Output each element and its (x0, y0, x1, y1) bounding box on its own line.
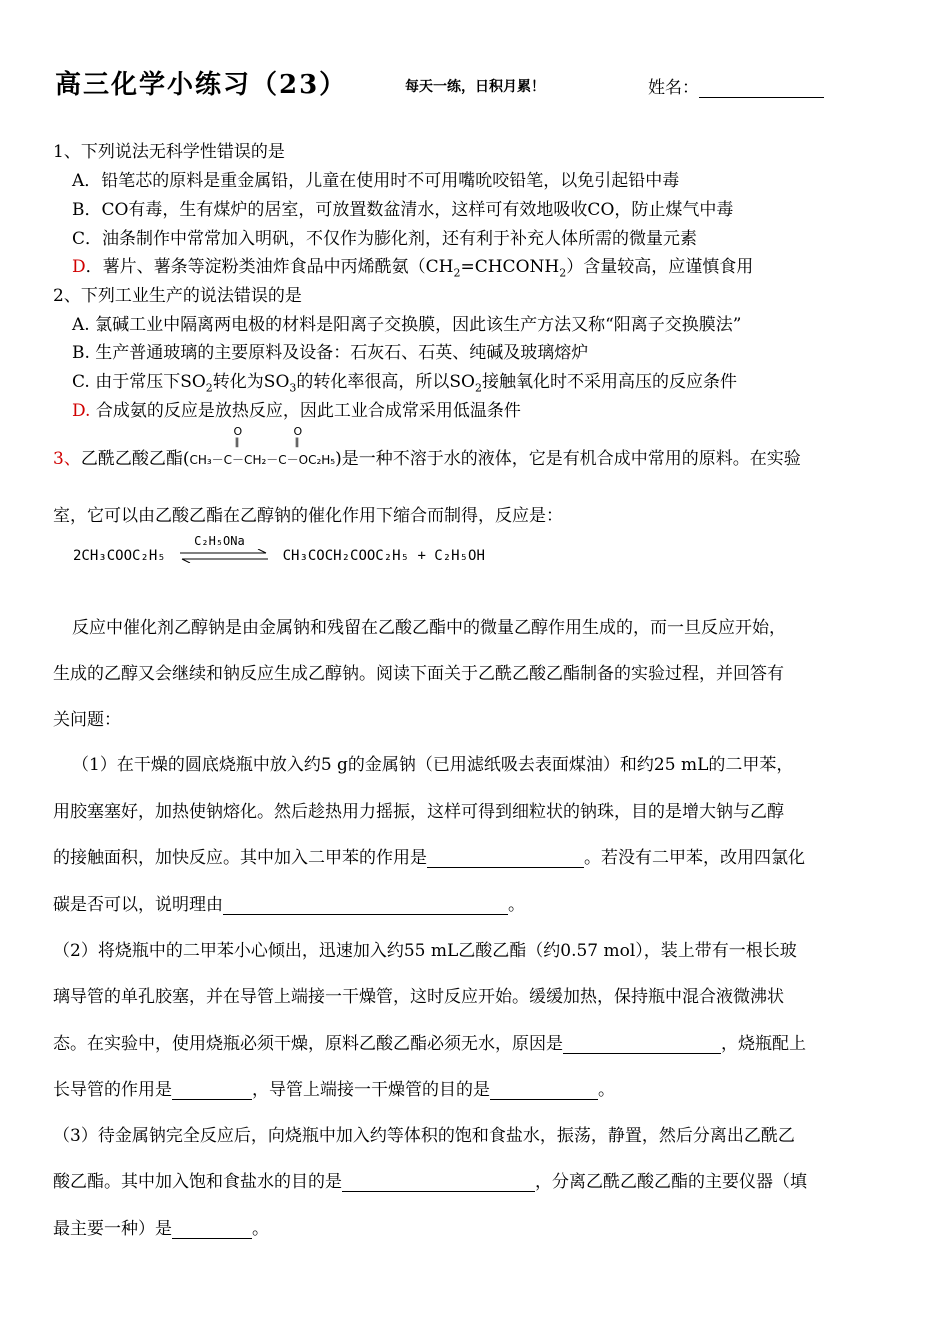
q3-s2-text: ，烧瓶配上 (721, 1034, 806, 1054)
formula-text: CH₃－C－CH₂－C－OC₂H₅ (189, 453, 336, 467)
q2-c-text: C. 由于常压下SO (72, 372, 206, 392)
q3-intro (53, 425, 801, 469)
q2-c-text: 的转化率很高，所以SO (296, 372, 475, 392)
reaction-equation (73, 534, 485, 564)
equation-product: CH₃COCH₂COOC₂H₅ + C₂H₅OH (282, 548, 485, 564)
carbonyl-o-1: O (233, 425, 243, 438)
q3-s2-text: 长导管的作用是 (53, 1080, 172, 1100)
q3-s1-line1: （1）在干燥的圆底烧瓶中放入约5 g的金属钠（已用滤纸吸去表面煤油）和约25 mL的二甲苯， (72, 755, 794, 775)
q3-line2: 室，它可以由乙酸乙酯在乙醇钠的催化作用下缩合而制得，反应是： (53, 506, 563, 526)
q1-d-text: ．薯片、薯条等淀粉类油炸食品中丙烯酰氨（CH (85, 257, 454, 277)
q3-s1-text: 的接触面积，加快反应。其中加入二甲苯的作用是 (53, 848, 427, 868)
q3-s2-line1: （2）将烧瓶中的二甲苯小心倾出，迅速加入约55 mL乙酸乙酯（约0.57 mol），装上带有一根长玻 (53, 941, 797, 961)
q2-d-text: 合成氨的反应是放热反应，因此工业合成常采用低温条件 (90, 401, 521, 421)
q3-s3-text: 酸乙酯。其中加入饱和食盐水的目的是 (53, 1172, 342, 1192)
q3-s1-text: 。 (508, 895, 525, 915)
q1-answer-letter: D (72, 257, 86, 277)
q1-option-b: B．CO有毒，生有煤炉的居室，可放置数盆清水，这样可有效地吸收CO，防止煤气中毒 (72, 200, 734, 220)
q3-intro-text: 乙酰乙酸乙酯( (80, 449, 190, 469)
q3-s3-line3 (53, 1214, 269, 1239)
answer-blank-3b[interactable] (172, 1220, 252, 1239)
q3-s3-line1: （3）待金属钠完全反应后，向烧瓶中加入约等体积的饱和食盐水，振荡，静置，然后分离出乙酰乙 (53, 1126, 795, 1146)
name-field[interactable] (648, 73, 824, 98)
sub: 2 (559, 266, 567, 280)
q3-s1-line3 (53, 843, 805, 868)
name-label: 姓名： (648, 78, 699, 98)
q2-option-c (72, 367, 737, 394)
q1-option-d (72, 252, 753, 279)
q3-s2-text: 态。在实验中，使用烧瓶必须干燥，原料乙酸乙酯必须无水，原因是 (53, 1034, 563, 1054)
equation-reactant: 2CH₃COOC₂H₅ (73, 548, 166, 564)
double-bond-1: ‖ (234, 437, 240, 448)
double-bond-2: ‖ (294, 437, 300, 448)
carbonyl-o-2: O (293, 425, 303, 438)
q3-s2-text: 。 (598, 1080, 615, 1100)
q3-s2-line3 (53, 1029, 806, 1054)
q1-d-text: =CHCONH (460, 257, 560, 277)
answer-blank-2b[interactable] (172, 1081, 252, 1100)
q2-stem: 2、下列工业生产的说法错误的是 (53, 286, 302, 306)
q2-c-text: 转化为SO (212, 372, 290, 392)
name-blank[interactable] (699, 79, 824, 98)
q2-option-a: A. 氯碱工业中隔离两电极的材料是阳离子交换膜，因此该生产方法又称“阳离子交换膜法” (72, 315, 742, 335)
q3-s3-line2 (53, 1167, 807, 1192)
q2-c-text: 接触氧化时不采用高压的反应条件 (481, 372, 737, 392)
equation-catalyst: C₂H₅ONa (194, 534, 245, 548)
q2-option-d (72, 396, 521, 421)
q1-option-c: C．油条制作中常常加入明矾，不仅作为膨化剂，还有利于补充人体所需的微量元素 (72, 229, 698, 249)
sub: 2 (474, 381, 482, 395)
answer-blank-1b[interactable] (223, 896, 508, 915)
answer-blank-3a[interactable] (342, 1173, 535, 1192)
motto: 每天一练，日积月累！ (405, 79, 545, 95)
sub: 2 (205, 381, 213, 395)
answer-blank-1a[interactable] (427, 849, 584, 868)
q2-option-b: B. 生产普通玻璃的主要原料及设备：石灰石、石英、纯碱及玻璃熔炉 (72, 343, 589, 363)
q3-p1-line3: 关问题： (53, 710, 121, 730)
q3-intro-text: )是一种不溶于水的液体，它是有机合成中常用的原料。在实验 (335, 449, 801, 469)
q3-s2-text: ，导管上端接一干燥管的目的是 (252, 1080, 490, 1100)
q2-answer-letter: D. (72, 401, 91, 421)
q3-p1-line2: 生成的乙醇又会继续和钠反应生成乙醇钠。阅读下面关于乙酰乙酸乙酯制备的实验过程，并回答有 (53, 664, 784, 684)
q3-p1-line1: 反应中催化剂乙醇钠是由金属钠和残留在乙酸乙酯中的微量乙醇作用生成的，而一旦反应开始， (72, 618, 786, 638)
sub: 3 (289, 381, 297, 395)
sub: 2 (453, 266, 461, 280)
answer-blank-2a[interactable] (563, 1035, 721, 1054)
page-title: 高三化学小练习（23） (55, 70, 348, 100)
q1-d-text: ）含量较高，应谨慎食用 (566, 257, 754, 277)
q3-s1-text: 碳是否可以，说明理由 (53, 895, 223, 915)
q1-option-a: A．铅笔芯的原料是重金属铅，儿童在使用时不可用嘴吮咬铅笔，以免引起铅中毒 (72, 171, 680, 191)
structural-formula (189, 425, 336, 469)
double-arrow-icon (178, 549, 270, 563)
q3-s2-line4 (53, 1075, 615, 1100)
equilibrium-arrow (178, 534, 270, 563)
q3-s3-text: ，分离乙酰乙酸乙酯的主要仪器（填 (535, 1172, 807, 1192)
q1-stem: 1、下列说法无科学性错误的是 (53, 142, 285, 162)
q3-s1-text: 。若没有二甲苯，改用四氯化 (584, 848, 805, 868)
answer-blank-2c[interactable] (490, 1081, 598, 1100)
q3-s1-line4 (53, 890, 525, 915)
q3-number: 3、 (53, 449, 81, 469)
q3-s2-line2: 璃导管的单孔胶塞，并在导管上端接一干燥管，这时反应开始。缓缓加热，保持瓶中混合液微沸状 (53, 987, 784, 1007)
q3-s1-line2: 用胶塞塞好，加热使钠熔化。然后趁热用力摇振，这样可得到细粒状的钠珠，目的是增大钠与乙醇 (53, 802, 784, 822)
q3-s3-text: 。 (252, 1219, 269, 1239)
q3-s3-text: 最主要一种）是 (53, 1219, 172, 1239)
